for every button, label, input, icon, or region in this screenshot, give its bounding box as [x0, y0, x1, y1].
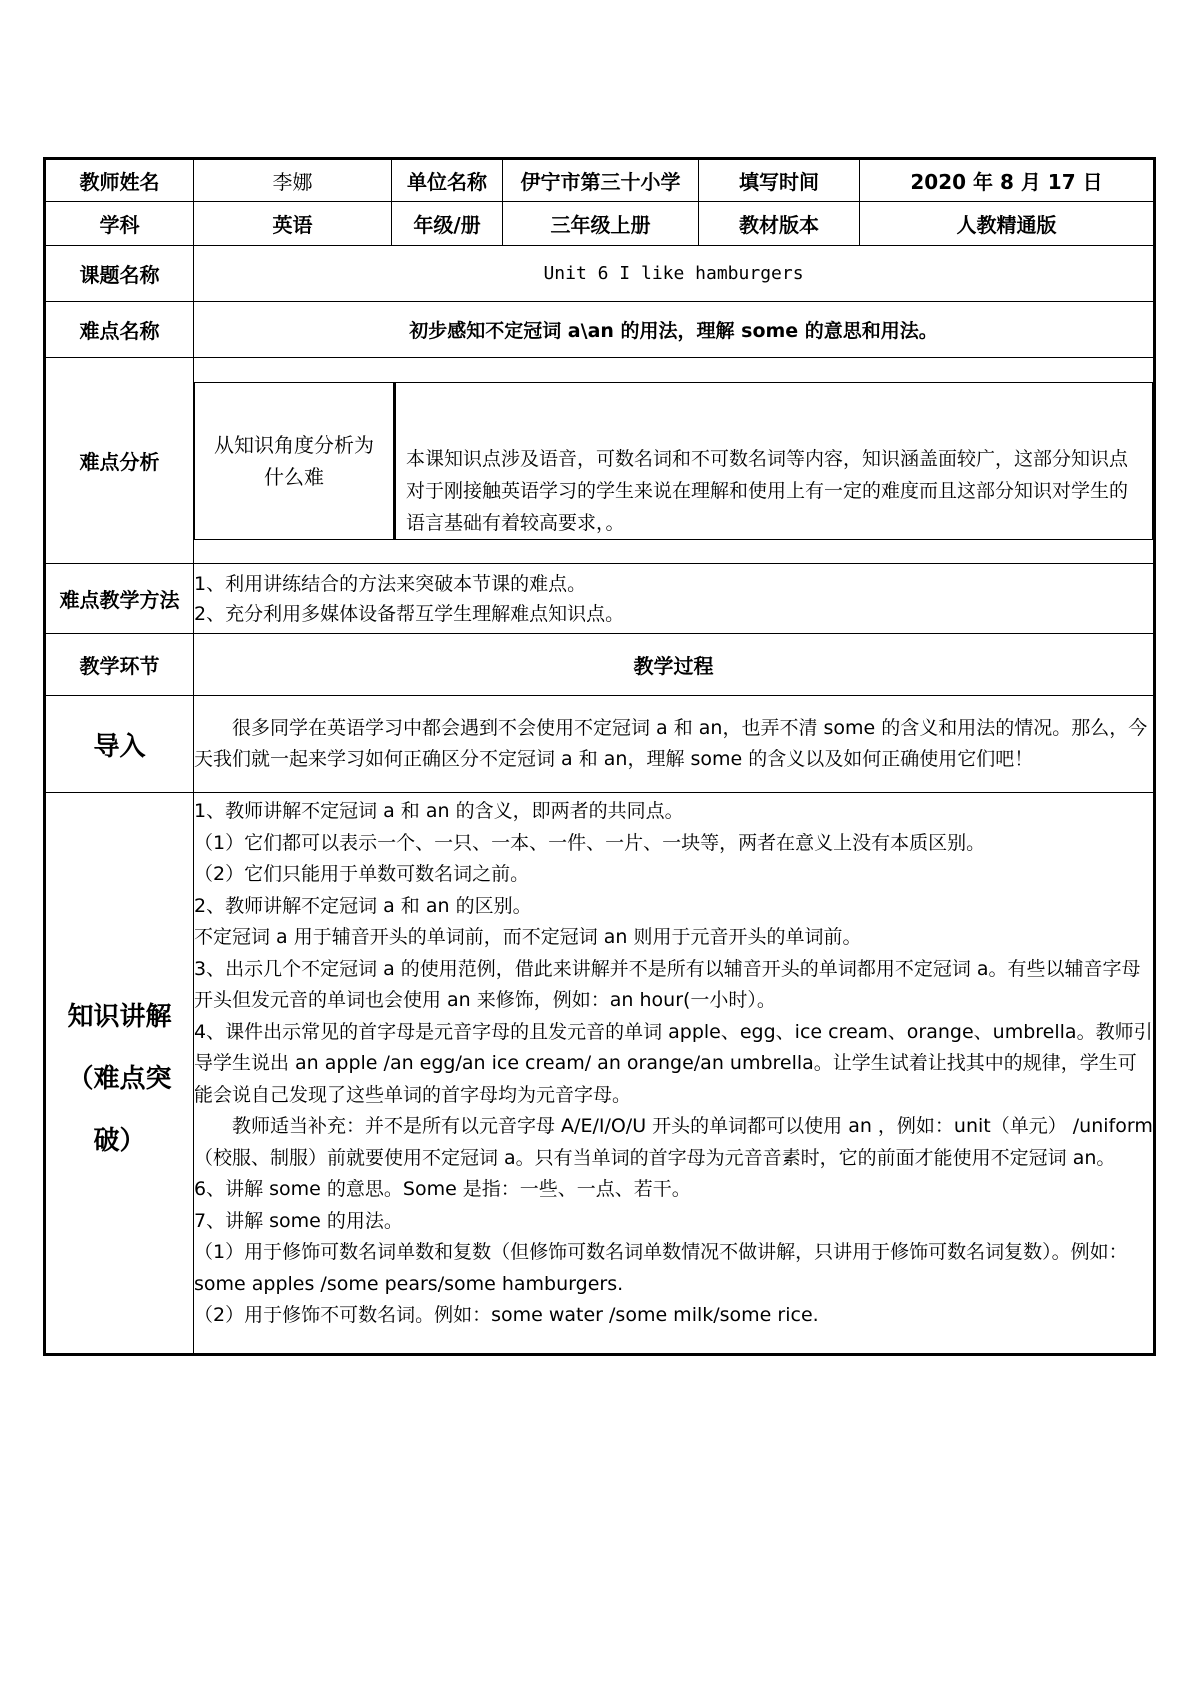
process-value: 教学过程 — [194, 634, 1155, 696]
knowledge-line: 4、课件出示常见的首字母是元音字母的且发元音的单词 apple、egg、ice cream、orange、umbrella。教师引导学生说出 an apple /an egg/an ice cream/ an orange/an umbrella。让学生试着让找其中的规律，学生可能会说自己发现了这些单词的首字母均为元音字母。 — [194, 1020, 1153, 1106]
topic-label: 课题名称 — [45, 246, 194, 302]
subject-label: 学科 — [45, 202, 194, 246]
grade-value: 三年级上册 — [503, 202, 699, 246]
knowledge-line: 教师适当补充：并不是所有以元音字母 A/E/I/O/U 开头的单词都可以使用 an ，例如：unit（单元） /uniform（校服、制服）前就要使用不定冠词 a。只有当单词的首字母为元音音素时，它的前面才能使用不定冠词 an。 — [194, 1115, 1153, 1169]
analysis-label: 难点分析 — [45, 358, 194, 564]
teacher-value: 李娜 — [194, 159, 392, 202]
method-row — [45, 564, 1155, 634]
date-label: 填写时间 — [699, 159, 860, 202]
analysis-inner — [194, 382, 1153, 540]
knowledge-line: （2）用于修饰不可数名词。例如：some water /some milk/some rice. — [194, 1304, 819, 1326]
difficulty-value: 初步感知不定冠词 a\an 的用法，理解 some 的意思和用法。 — [194, 302, 1155, 358]
edition-label: 教材版本 — [699, 202, 860, 246]
teacher-label: 教师姓名 — [45, 159, 194, 202]
analysis-row — [45, 358, 1155, 564]
method-line: 2、充分利用多媒体设备帮互学生理解难点知识点。 — [194, 602, 625, 625]
unit-label: 单位名称 — [392, 159, 503, 202]
knowledge-label-line-3: 破） — [93, 1126, 146, 1156]
intro-label: 导入 — [45, 696, 194, 793]
edition-value: 人教精通版 — [860, 202, 1155, 246]
difficulty-row — [45, 302, 1155, 358]
knowledge-line: 2、教师讲解不定冠词 a 和 an 的区别。 — [194, 894, 532, 917]
subject-value: 英语 — [194, 202, 392, 246]
knowledge-cell — [194, 793, 1155, 1355]
knowledge-line: （1）用于修饰可数名词单数和复数（但修饰可数名词单数情况不做讲解，只讲用于修饰可数名词复数）。例如： some apples /some pears/some hamburgers. — [194, 1241, 1128, 1295]
knowledge-label-line-1: 知识讲解 — [67, 1002, 172, 1032]
method-cell — [194, 564, 1155, 634]
process-row — [45, 634, 1155, 696]
knowledge-row — [45, 793, 1155, 1355]
knowledge-line: 3、出示几个不定冠词 a 的使用范例，借此来讲解并不是所有以辅音开头的单词都用不定冠词 a。有些以辅音字母开头但发元音的单词也会使用 an 来修饰，例如：an hour(一小时）。 — [194, 957, 1141, 1011]
knowledge-line: （2）它们只能用于单数可数名词之前。 — [194, 863, 530, 885]
topic-row — [45, 246, 1155, 302]
analysis-cell — [194, 358, 1155, 564]
analysis-sub-label: 从知识角度分析为什么难 — [195, 382, 395, 539]
grade-label: 年级/册 — [392, 202, 503, 246]
lesson-plan-table — [43, 157, 1156, 1356]
process-label: 教学环节 — [45, 634, 194, 696]
knowledge-line: 不定冠词 a 用于辅音开头的单词前，而不定冠词 an 则用于元音开头的单词前。 — [194, 926, 862, 948]
intro-text: 很多同学在英语学习中都会遇到不会使用不定冠词 a 和 an，也弄不清 some 的含义和用法的情况。那么，今天我们就一起来学习如何正确区分不定冠词 a 和 an，理解 some 的含义以及如何正确使用它们吧！ — [194, 696, 1155, 793]
knowledge-line: 1、教师讲解不定冠词 a 和 an 的含义，即两者的共同点。 — [194, 800, 684, 822]
difficulty-label: 难点名称 — [45, 302, 194, 358]
topic-value: Unit 6 I like hamburgers — [194, 246, 1155, 302]
knowledge-line: （1）它们都可以表示一个、一只、一本、一件、一片、一块等，两者在意义上没有本质区别。 — [194, 831, 986, 854]
knowledge-label-line-2: （难点突 — [67, 1064, 172, 1094]
date-value: 2020 年 8 月 17 日 — [860, 159, 1155, 202]
analysis-text: 本课知识点涉及语音，可数名词和不可数名词等内容，知识涵盖面较广，这部分知识点对于刚接触英语学习的学生来说在理解和使用上有一定的难度而且这部分知识对学生的语言基础有着较高要求，。 — [395, 382, 1153, 539]
knowledge-label-cell — [45, 793, 194, 1355]
header-row-2 — [45, 202, 1155, 246]
knowledge-line: 6、讲解 some 的意思。Some 是指：一些、一点、若干。 — [194, 1178, 691, 1200]
method-label: 难点教学方法 — [45, 564, 194, 634]
unit-value: 伊宁市第三十小学 — [503, 159, 699, 202]
knowledge-line: 7、讲解 some 的用法。 — [194, 1209, 403, 1232]
method-line: 1、利用讲练结合的方法来突破本节课的难点。 — [194, 572, 587, 595]
intro-row — [45, 696, 1155, 793]
header-row-1 — [45, 159, 1155, 202]
